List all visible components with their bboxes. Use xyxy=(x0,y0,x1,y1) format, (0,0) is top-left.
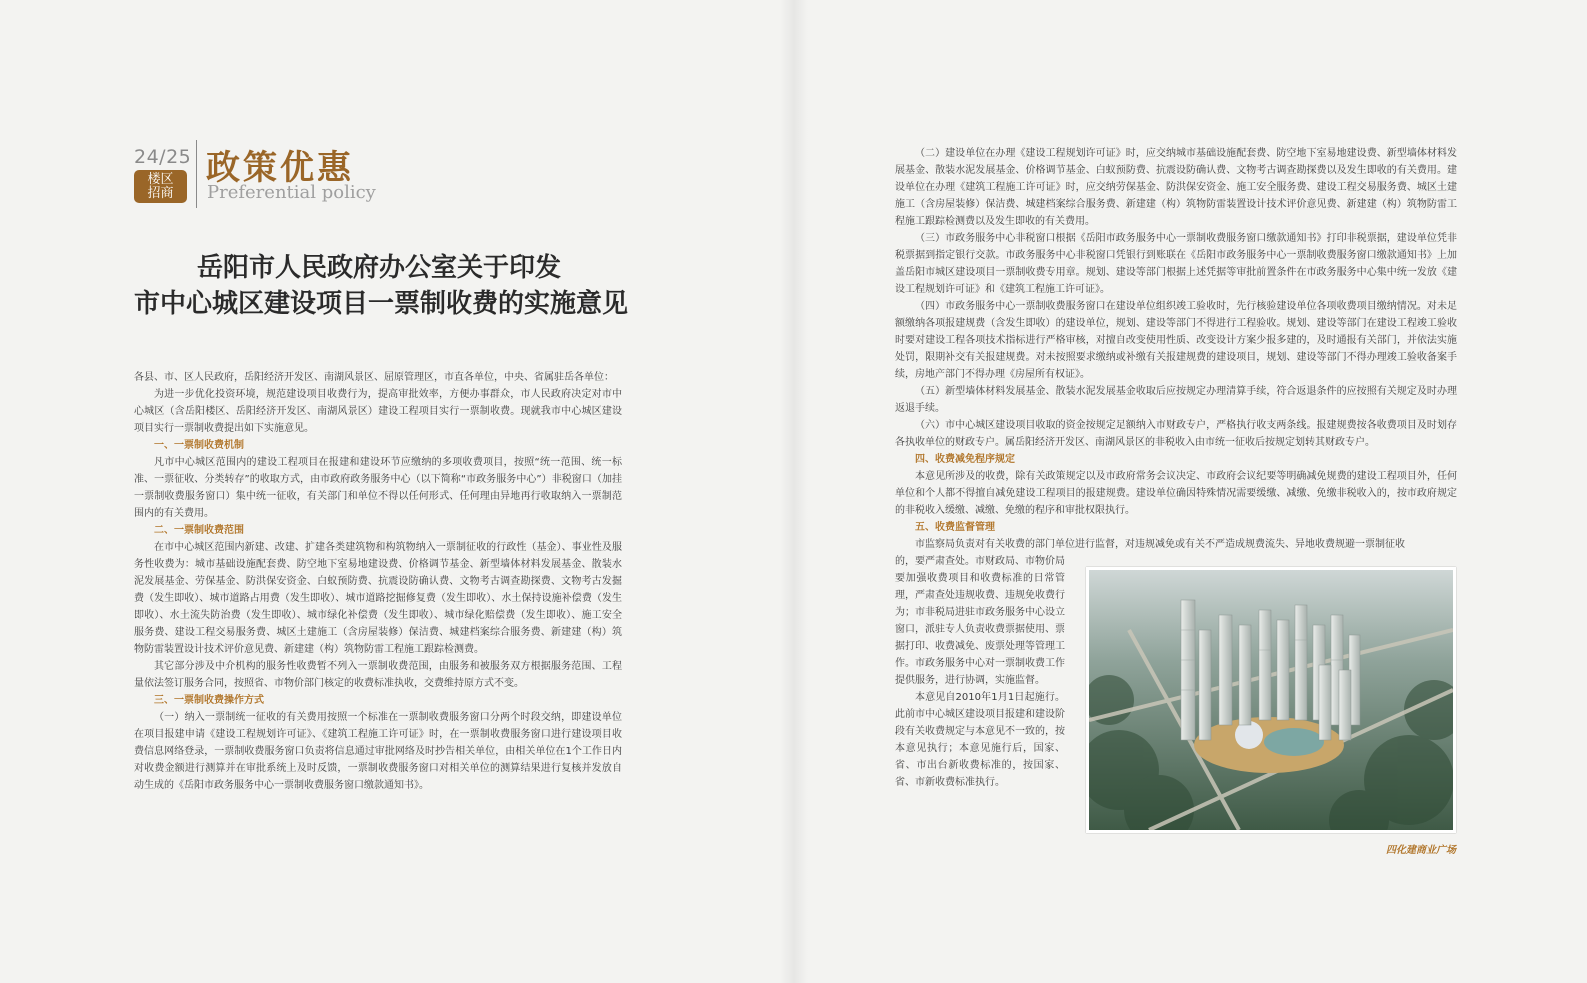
section-subtitle: Preferential policy xyxy=(207,182,376,203)
address-paragraph: 各县、市、区人民政府，岳阳经济开发区、南湖风景区、屈原管理区，市直各单位，中央、省属驻岳各单位： xyxy=(134,372,614,383)
paragraph-1: 凡市中心城区范围内的建设工程项目在报建和建设环节应缴纳的多项收费项目，按照“统一范围、统一标准、一票征收、分类转存”的收取方式，由市政府政务服务中心（以下简称“市政务服务中心”）非税窗口（加挂一票制收费服务窗口）集中统一征收，有关部门和单位不得以任何形式、任何理由异地再行收取纳入一票制范围内的有关费用。 xyxy=(134,457,622,519)
paragraph-r5: （六）市中心城区建设项目收取的资金按规定足额纳入市财政专户，严格执行收支两条线。报建规费按各收费项目及时划存各执收单位的财政专户。属岳阳经济开发区、南湖风景区的非税收入由市统一征收后按规定划转其财政专户。 xyxy=(895,420,1457,448)
heading-1: 一、一票制收费机制 xyxy=(154,440,244,451)
badge-line-1: 楼区 xyxy=(147,172,174,187)
page-numbers: 24/25 xyxy=(134,146,192,168)
city-render-image xyxy=(1089,570,1453,830)
heading-2: 二、一票制收费范围 xyxy=(154,525,244,536)
paragraph-r3: （四）市政务服务中心一票制收费服务窗口在建设单位组织竣工验收时，先行核验建设单位各项收费项目缴纳情况。对未足额缴纳各项报建规费（含发生即收）的建设单位，规划、建设等部门不得进行工程验收。规划、建设等部门在建设工程竣工验收时要对建设工程各项技术指标进行严格审核，对擅自改变使用性质、改变设计方案少报多建的，及时通报有关部门，并依法实施处罚，限期补交有关报建规费。对未按照要求缴纳或补缴有关报建规费的建设项目，规划、建设等部门不得办理竣工验收备案手续，房地产部门不得办理《房屋所有权证》。 xyxy=(895,301,1457,380)
left-page xyxy=(0,0,793,983)
paragraph-2a: 在市中心城区范围内新建、改建、扩建各类建筑物和构筑物纳入一票制征收的行政性（基金）、事业性及服务性收费为：城市基础设施配套费、防空地下室易地建设费、价格调节基金、新型墙体材料发展基金、散装水泥发展基金、劳保基金、防洪保安资金、白蚁预防费、抗震设防确认费、文物考古调查勘探费、文物考古发掘费（发生即收）、城市道路占用费（发生即收）、城市道路挖掘修复费（发生即收）、水土保持设施补偿费（发生即收）、水土流失防治费（发生即收）、城市绿化补偿费（发生即收）、城市绿化赔偿费（发生即收）、施工安全服务费、建设工程交易服务费、城区土建施工（含房屋装修）保洁费、城建档案综合服务费、新建建（构）筑物防雷装置设计技术评价意见费、新建建（构）筑物防雷工程施工跟踪检测费。 xyxy=(134,542,622,655)
header-divider xyxy=(196,140,197,208)
title-line-1: 岳阳市人民政府办公室关于印发 xyxy=(196,253,561,283)
heading-3: 三、一票制收费操作方式 xyxy=(154,695,264,706)
title-line-2: 市中心城区建设项目一票制收费的实施意见 xyxy=(134,289,629,319)
intro-paragraph: 为进一步优化投资环境，规范建设项目收费行为，提高审批效率，方便办事群众，市人民政府决定对市中心城区（含岳阳楼区、岳阳经济开发区、南湖风景区）建设工程项目实行一票制收费。现就我市中心城区建设项目实行一票制收费提出如下实施意见。 xyxy=(134,389,622,434)
paragraph-r4: （五）新型墙体材料发展基金、散装水泥发展基金收取后应按规定办理清算手续，符合返退条件的应按照有关规定及时办理返退手续。 xyxy=(895,386,1457,414)
paragraph-r2: （三）市政务服务中心非税窗口根据《岳阳市政务服务中心一票制收费服务窗口缴款通知书》打印非税票据，建设单位凭非税票据到指定银行交款。市政务服务中心非税窗口凭银行到账联在《岳阳市政务服务中心一票制收费服务窗口缴款通知书》上加盖岳阳市城区建设项目一票制收费专用章。规划、建设等部门根据上述凭据等审批前置条件在市政务服务中心集中统一发放《建设工程规划许可证》和《建筑工程施工许可证》。 xyxy=(895,233,1457,295)
left-column xyxy=(134,369,622,794)
section-title: 政策优惠 xyxy=(206,148,354,188)
paragraph-5-narrow: 的，要严肃查处。市财政局、市物价局要加强收费项目和收费标准的日常管理，严肃查处违规收费、违规免收费行为；市非税局进驻市政务服务中心设立窗口，派驻专人负责收费票据使用、票据打印、收费减免、废票处理等管理工作。市政务服务中心对一票制收费工作提供服务，进行协调，实施监督。 xyxy=(895,556,1065,686)
paragraph-5-full: 市监察局负责对有关收费的部门单位进行监督，对违规减免或有关不严造成规费流失、异地收费规避一票制征收 xyxy=(915,539,1405,550)
section-badge xyxy=(134,170,187,203)
photo-caption: 四化建商业广场 xyxy=(1386,845,1456,856)
heading-4: 四、收费减免程序规定 xyxy=(915,454,1015,465)
heading-5: 五、收费监督管理 xyxy=(915,522,995,533)
paragraph-4: 本意见所涉及的收费，除有关政策规定以及市政府常务会议决定、市政府会议纪要等明确减免规费的建设工程项目外，任何单位和个人都不得擅自减免建设工程项目的报建规费。建设单位确因特殊情况需要缓缴、减缴、免缴非税收入的，按市政府规定的非税收入缓缴、减缴、免缴的程序和审批权限执行。 xyxy=(895,471,1457,516)
final-paragraph: 本意见自2010年1月1日起施行。此前市中心城区建设项目报建和建设阶段有关收费规定与本意见不一致的，按本意见执行；本意见施行后，国家、省、市出台新收费标准的，按国家、省、市新收费标准执行。 xyxy=(895,692,1065,788)
paragraph-2b: 其它部分涉及中介机构的服务性收费暂不列入一票制收费范围，由服务和被服务双方根据服务范围、工程量依法签订服务合同，按照省、市物价部门核定的收费标准执收，交费维持原方式不变。 xyxy=(134,661,622,689)
paragraph-3a: （一）纳入一票制统一征收的有关费用按照一个标准在一票制收费服务窗口分两个时段交纳，即建设单位在项目报建申请《建设工程规划许可证》、《建筑工程施工许可证》时，在一票制收费服务窗口进行建设项目收费信息网络登录，一票制收费服务窗口负责将信息通过审批网络及时抄告相关单位，由相关单位在1个工作日内对收费金额进行测算并在审批系统上及时反馈，一票制收费服务窗口对相关单位的测算结果进行复核并发放自动生成的《岳阳市政务服务中心一票制收费服务窗口缴款通知书》。 xyxy=(134,712,622,791)
paragraph-r1: （二）建设单位在办理《建设工程规划许可证》时，应交纳城市基础设施配套费、防空地下室易地建设费、新型墙体材料发展基金、散装水泥发展基金、价格调节基金、白蚁预防费、抗震设防确认费、文物考古调查勘探费以及发生即收的有关费用。建设单位在办理《建筑工程施工许可证》时，应交纳劳保基金、防洪保安资金、施工安全服务费、建设工程交易服务费、城区土建施工（含房屋装修）保洁费、城建档案综合服务费、新建建（构）筑物防雷装置设计技术评价意见费、新建建（构）筑物防雷工程施工跟踪检测费以及发生即收的有关费用。 xyxy=(895,148,1457,227)
commercial-plaza-photo xyxy=(1086,567,1456,833)
badge-line-2: 招商 xyxy=(147,186,174,201)
document-title xyxy=(134,250,629,322)
